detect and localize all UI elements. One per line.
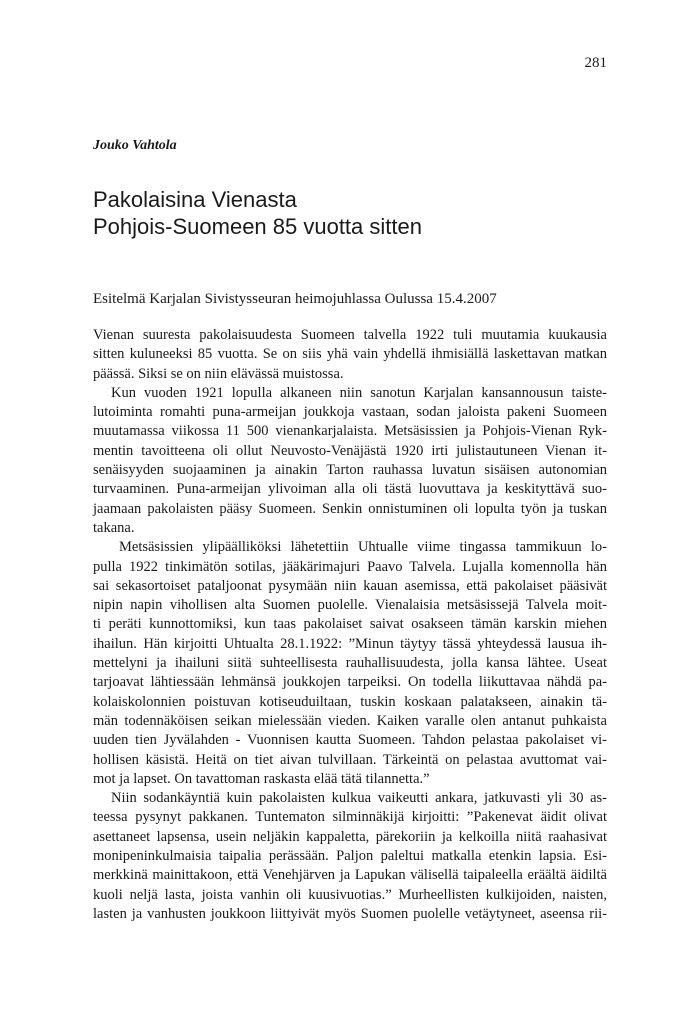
text-line: merkkinä mainittakoon, että Venehjärven ja Lapukan välisellä taipaleella eräältä äidiltä xyxy=(93,867,607,884)
text-line: mot ja lapset. On tavattoman raskasta elää tätä tilannetta.” xyxy=(93,770,430,787)
text-line: päässä. Siksi se on niin elävässä muistossa. xyxy=(93,365,344,382)
text-line: turvaaminen. Puna-armeijan ylivoiman alla oli tästä luovuttava ja keskityttävä suo- xyxy=(93,481,607,498)
text-line: senäisyyden suojaaminen ja ainakin Tarton rauhassa luvatun sisäisen autonomian xyxy=(93,462,607,479)
text-line: tarjoavat lähtiessään lehmänsä joukkojen tarpeiksi. On todella liikuttavaa nähdä pa- xyxy=(93,674,607,691)
text-line: teessa pysynyt pakkanen. Tuntematon silminnäkijä kirjoitti: ”Pakenevat äidit olivat xyxy=(93,809,607,826)
text-line: sitten kuluneeksi 85 vuotta. Se on siis yhä vain yhdellä ihmisiällä laskettavan matkan xyxy=(93,346,607,363)
paragraph xyxy=(93,538,607,789)
text-line: kuoli neljä lasta, joista vanhin oli kuusivuotias.” Murheellisten kulkijoiden, naisten, xyxy=(93,886,607,903)
text-line: pulla 1922 tinkimätön sotilas, jääkärimajuri Paavo Talvela. Lujalla komennolla hän xyxy=(93,558,607,575)
text-line: hollisen käsistä. Heitä on tiet aivan tulvillaan. Tärkeintä on pelastaa avuttomat vai- xyxy=(93,751,607,768)
text-line: män todennäköisen seikan mielessään vieden. Kaiken varalle olen antanut puhkaista xyxy=(93,712,607,729)
text-line: Metsäsissien ylipäälliköksi lähetettiin Uhtualle viime tingassa tammikuun lo- xyxy=(119,539,607,556)
text-line: lasten ja vanhusten joukkoon liittyivät myös Suomen puolelle vetäytyneet, aseensa rii- xyxy=(93,905,607,922)
paragraph xyxy=(93,789,607,924)
page-number: 281 xyxy=(584,55,607,71)
text-line: kolaiskolonnien poistuvan kotiseuduiltaan, tuskin koskaan palatakseen, ainakin tä- xyxy=(93,693,607,710)
title-line: Pohjois-Suomeen 85 vuotta sitten xyxy=(93,214,422,239)
text-line: nipin napin vihollisen alta Suomen puolelle. Vienalaisia metsäsissejä Talvela moit- xyxy=(93,597,607,614)
article-subtitle: Esitelmä Karjalan Sivistysseuran heimojuhlassa Oulussa 15.4.2007 xyxy=(93,291,497,307)
article-title xyxy=(93,186,422,240)
paragraph xyxy=(93,326,607,384)
text-line: lutoiminta romahti puna-armeijan joukkoja vastaan, sodan jaloista pakeni Suomeen xyxy=(93,404,607,421)
text-line: monipeninkulmaisia taipalia perässään. Paljon paleltui matkalla etenkin lapsia. Esi- xyxy=(93,848,607,865)
article-body xyxy=(93,326,607,924)
text-line: asettaneet lapsensa, usein neljäkin kappaletta, pärekoriin ja kelkoilla niitä raahasivat xyxy=(93,828,607,845)
text-line: jaamaan pakolaisten pääsy Suomeen. Senkin onnistuminen oli lopulta työn ja tuskan xyxy=(93,500,607,517)
title-line: Pakolaisina Vienasta xyxy=(93,187,297,212)
text-line: mettelyni ja ihailuni siitä suhteellisesta rauhallisuudesta, jolla kansa lähtee. Useat xyxy=(93,655,607,672)
text-line: ti peräti kunnottomiksi, kun taas pakolaiset saivat osakseen tämän karskin miehen xyxy=(93,616,607,633)
paragraph xyxy=(93,384,607,538)
text-line: mentin tavoitteena oli ollut Neuvosto-Venäjästä 1920 irti julistautuneen Vienan it- xyxy=(93,442,607,459)
text-line: sai sekasortoiset pataljoonat pysymään niin kauan asemissa, että pakolaiset pääsivät xyxy=(93,577,607,594)
text-line: uuden tien Jyvälahden - Vuonnisen kautta Suomeen. Tahdon pelastaa pakolaiset vi- xyxy=(93,732,607,749)
text-line: Niin sodankäyntiä kuin pakolaisten kulkua vaikeutti ankara, jatkuvasti yli 30 as- xyxy=(111,790,607,807)
text-line: takana. xyxy=(93,519,135,536)
text-line: Kun vuoden 1921 lopulla alkaneen niin sanotun Karjalan kansannousun taiste- xyxy=(111,384,607,401)
text-line: ihailun. Hän kirjoitti Uhtualta 28.1.1922: ”Minun täytyy tässä yhteydessä lausua ih- xyxy=(93,635,607,652)
text-line: muutamassa viikossa 11 500 vienankarjalaista. Metsäsissien ja Pohjois-Vienan Ryk- xyxy=(93,423,607,440)
author-name: Jouko Vahtola xyxy=(93,138,177,153)
text-line: Vienan suuresta pakolaisuudesta Suomeen talvella 1922 tuli muutamia kuukausia xyxy=(93,327,607,343)
